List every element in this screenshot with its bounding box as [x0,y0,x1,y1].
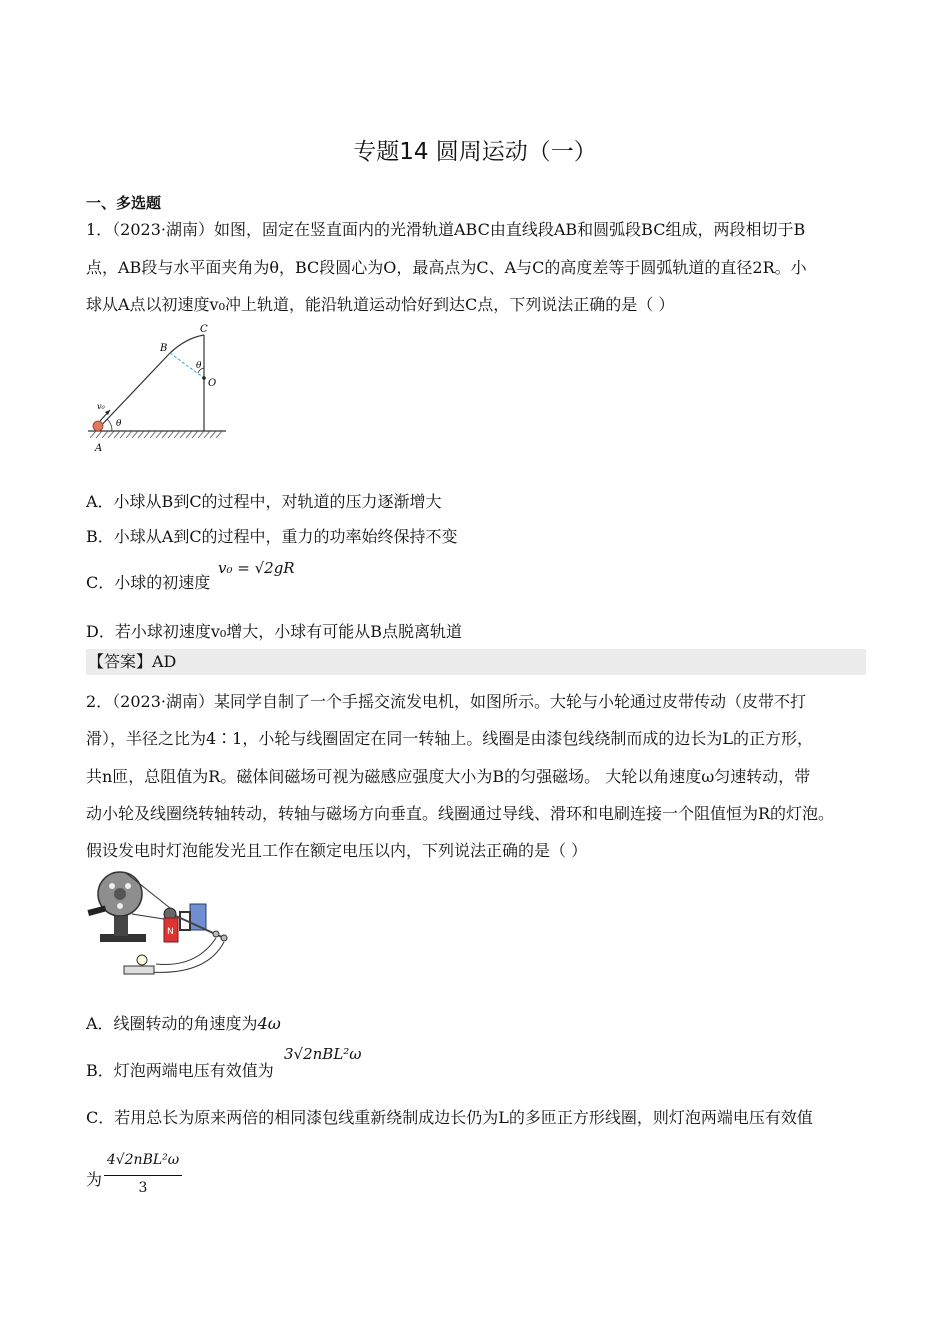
q1-text-line-3: 球从A点以初速度v₀冲上轨道，能沿轨道运动恰好到达C点，下列说法正确的是（ ） [86,295,675,314]
wheel-hole-1 [109,883,115,889]
q1-track-figure [86,318,236,458]
q1-option-c [86,570,210,593]
page-title: 专题14 圆周运动（一） [353,139,597,165]
q1-text-line-1: 1．（2023·湖南）如图，固定在竖直面内的光滑轨道ABC由直线段AB和圆弧段BC组成，两段相切于B [86,220,806,239]
label-b: B [160,343,168,354]
q2-text-line-1: 2．（2023·湖南）某同学自制了一个手摇交流发电机，如图所示。大轮与小轮通过皮带传动（皮带不打 [86,692,806,711]
q1-text-line-2: 点，AB段与水平面夹角为θ，BC段圆心为O，最高点为C、A与C的高度差等于圆弧轨道的直径2R。小 [86,258,807,277]
wheel-hole-2 [125,883,131,889]
q2-option-c-denominator: 3 [138,1180,148,1196]
label-v0: v₀ [97,402,105,411]
bulb-base [124,966,154,974]
label-a: A [95,443,103,454]
q2-option-b-formula: 3√2nBL²ω [284,1045,362,1063]
center-o [202,376,206,380]
label-o: O [208,378,217,389]
q1-option-c-label: C．小球的初速度 [86,573,211,592]
q2-text-line-2: 滑），半径之比为4∶1，小轮与线圈固定在同一转轴上。线圈是由漆包线绕制而成的边长为L的正方形， [86,729,813,748]
wheel-hub [114,888,126,900]
label-theta-base: θ [116,419,122,429]
q2-option-c-numerator: 4√2nBL²ω [106,1152,180,1168]
angle-arc [107,419,112,431]
q2-option-a-label: A．线圈转动的角速度为 [86,1014,258,1033]
q2-option-c-line-1: C．若用总长为原来两倍的相同漆包线重新绕制成边长仍为L的多匝正方形线圈，则灯泡两端电压有效值 [86,1108,813,1127]
section-heading: 一、多选题 [86,194,162,212]
slip-ring-1 [213,931,219,937]
q2-text-line-4: 动小轮及线圈绕转轴转动，转轴与磁场方向垂直。线圈通过导线、滑环和电刷连接一个阻值恒为R的灯泡。 [86,804,835,823]
q2-option-a [86,1011,281,1034]
wheel-hole-3 [117,903,123,909]
q2-option-a-formula: 4ω [257,1014,281,1033]
q2-text-line-5: 假设发电时灯泡能发光且工作在额定电压以内，下列说法正确的是（ ） [86,841,588,860]
q1-option-d: D．若小球初速度v₀增大，小球有可能从B点脱离轨道 [86,622,463,641]
arc-bc [170,335,204,353]
generator-stand [114,914,128,936]
q1-option-c-formula: v₀ = √2gR [218,559,295,577]
wire-2 [148,942,224,972]
fraction-bar [104,1175,182,1176]
slip-ring-2 [221,935,227,941]
q2-option-b [86,1058,274,1081]
q2-option-b-label: B．灯泡两端电压有效值为 [86,1061,274,1080]
bulb [137,955,147,965]
ball [93,421,103,431]
q2-generator-figure [86,868,236,980]
q1-answer: 【答案】AD [86,649,866,675]
hand-crank [87,906,106,916]
q2-option-c-line-2-prefix: 为 [86,1170,103,1189]
q1-option-b: B．小球从A到C的过程中，重力的功率始终保持不变 [86,527,458,546]
q1-option-a: A．小球从B到C的过程中，对轨道的压力逐渐增大 [86,492,442,511]
q2-text-line-3: 共n匝，总阻值为R。磁体间磁场可视为磁感应强度大小为B的匀强磁场。 大轮以角速度ω匀速转动，带 [86,767,811,786]
magnet-label: N [167,927,174,937]
ground-hatching [90,431,222,438]
label-theta-top: θ [196,361,202,371]
label-c: C [200,324,208,335]
